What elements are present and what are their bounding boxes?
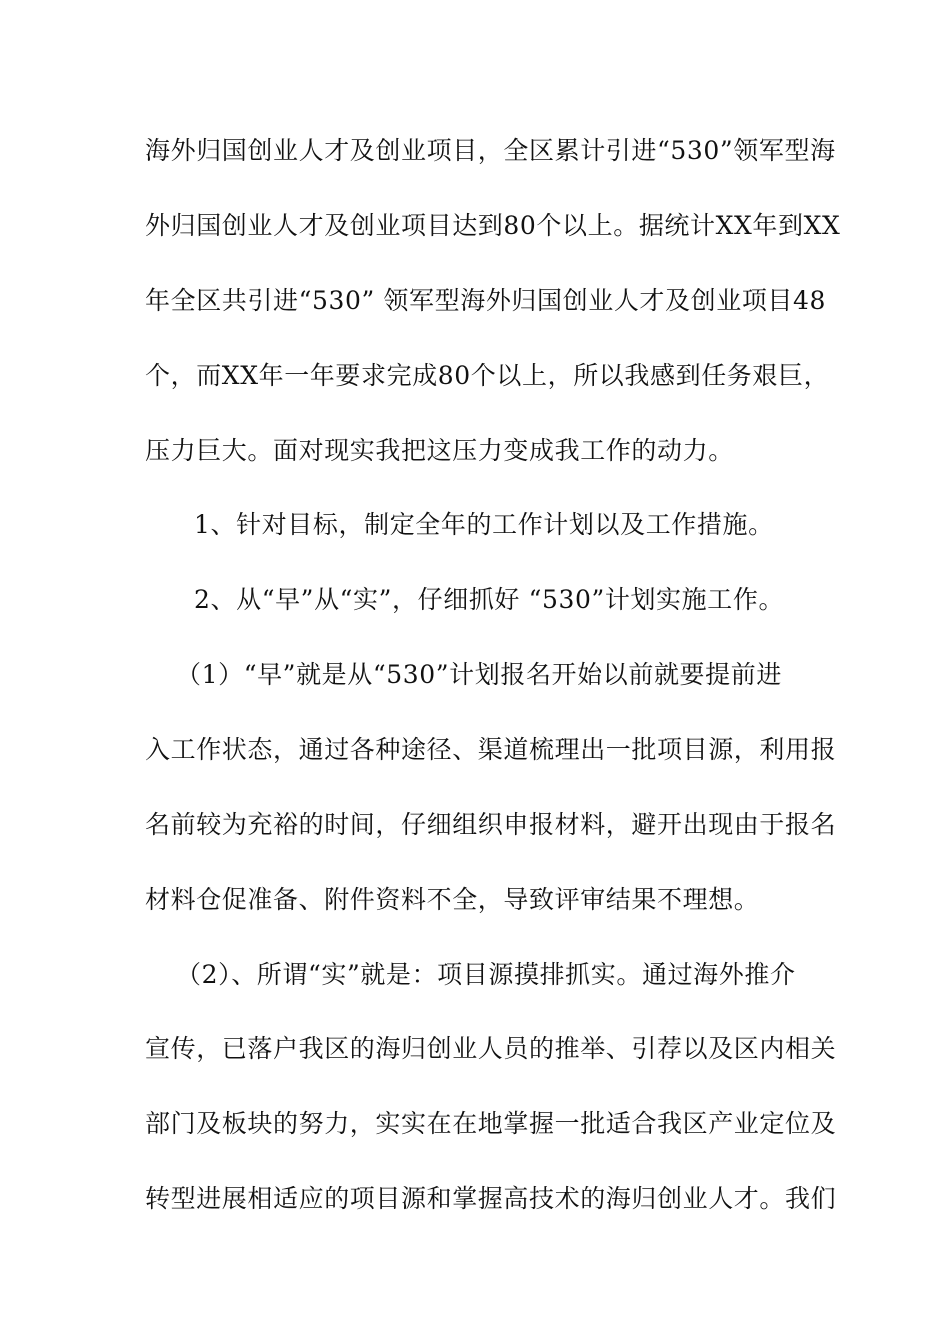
sub-item: （1）“早”就是从“530”计划报名开始以前就要提前进 xyxy=(176,660,782,689)
text-line: 入工作状态，通过各种途径、渠道梳理出一批项目源，利用报 xyxy=(145,735,837,764)
text-line: 海外归国创业人才及创业项目，全区累计引进“530”领军型海 xyxy=(145,136,836,165)
list-item: 1、针对目标，制定全年的工作计划以及工作措施。 xyxy=(194,510,774,539)
sub-item: （2）、所谓“实”就是：项目源摸排抓实。通过海外推介 xyxy=(176,960,796,989)
text-line: 材料仓促准备、附件资料不全，导致评审结果不理想。 xyxy=(145,885,760,914)
text-line: 年全区共引进“530” 领军型海外归国创业人才及创业项目48 xyxy=(145,286,827,315)
text-line: 个，而XX年一年要求完成80个以上，所以我感到任务艰巨， xyxy=(145,361,830,390)
text-line: 外归国创业人才及创业项目达到80个以上。据统计XX年到XX xyxy=(145,211,841,240)
text-line: 压力巨大。面对现实我把这压力变成我工作的动力。 xyxy=(145,436,734,465)
text-line: 名前较为充裕的时间，仔细组织申报材料，避开出现由于报名 xyxy=(145,810,837,839)
text-line: 宣传，已落户我区的海归创业人员的推举、引荐以及区内相关 xyxy=(145,1034,837,1063)
list-item: 2、从“早”从“实”，仔细抓好 “530”计划实施工作。 xyxy=(194,585,785,614)
text-line: 部门及板块的努力，实实在在地掌握一批适合我区产业定位及 xyxy=(145,1109,837,1138)
text-line: 转型进展相适应的项目源和掌握高技术的海归创业人才。我们 xyxy=(145,1184,837,1213)
